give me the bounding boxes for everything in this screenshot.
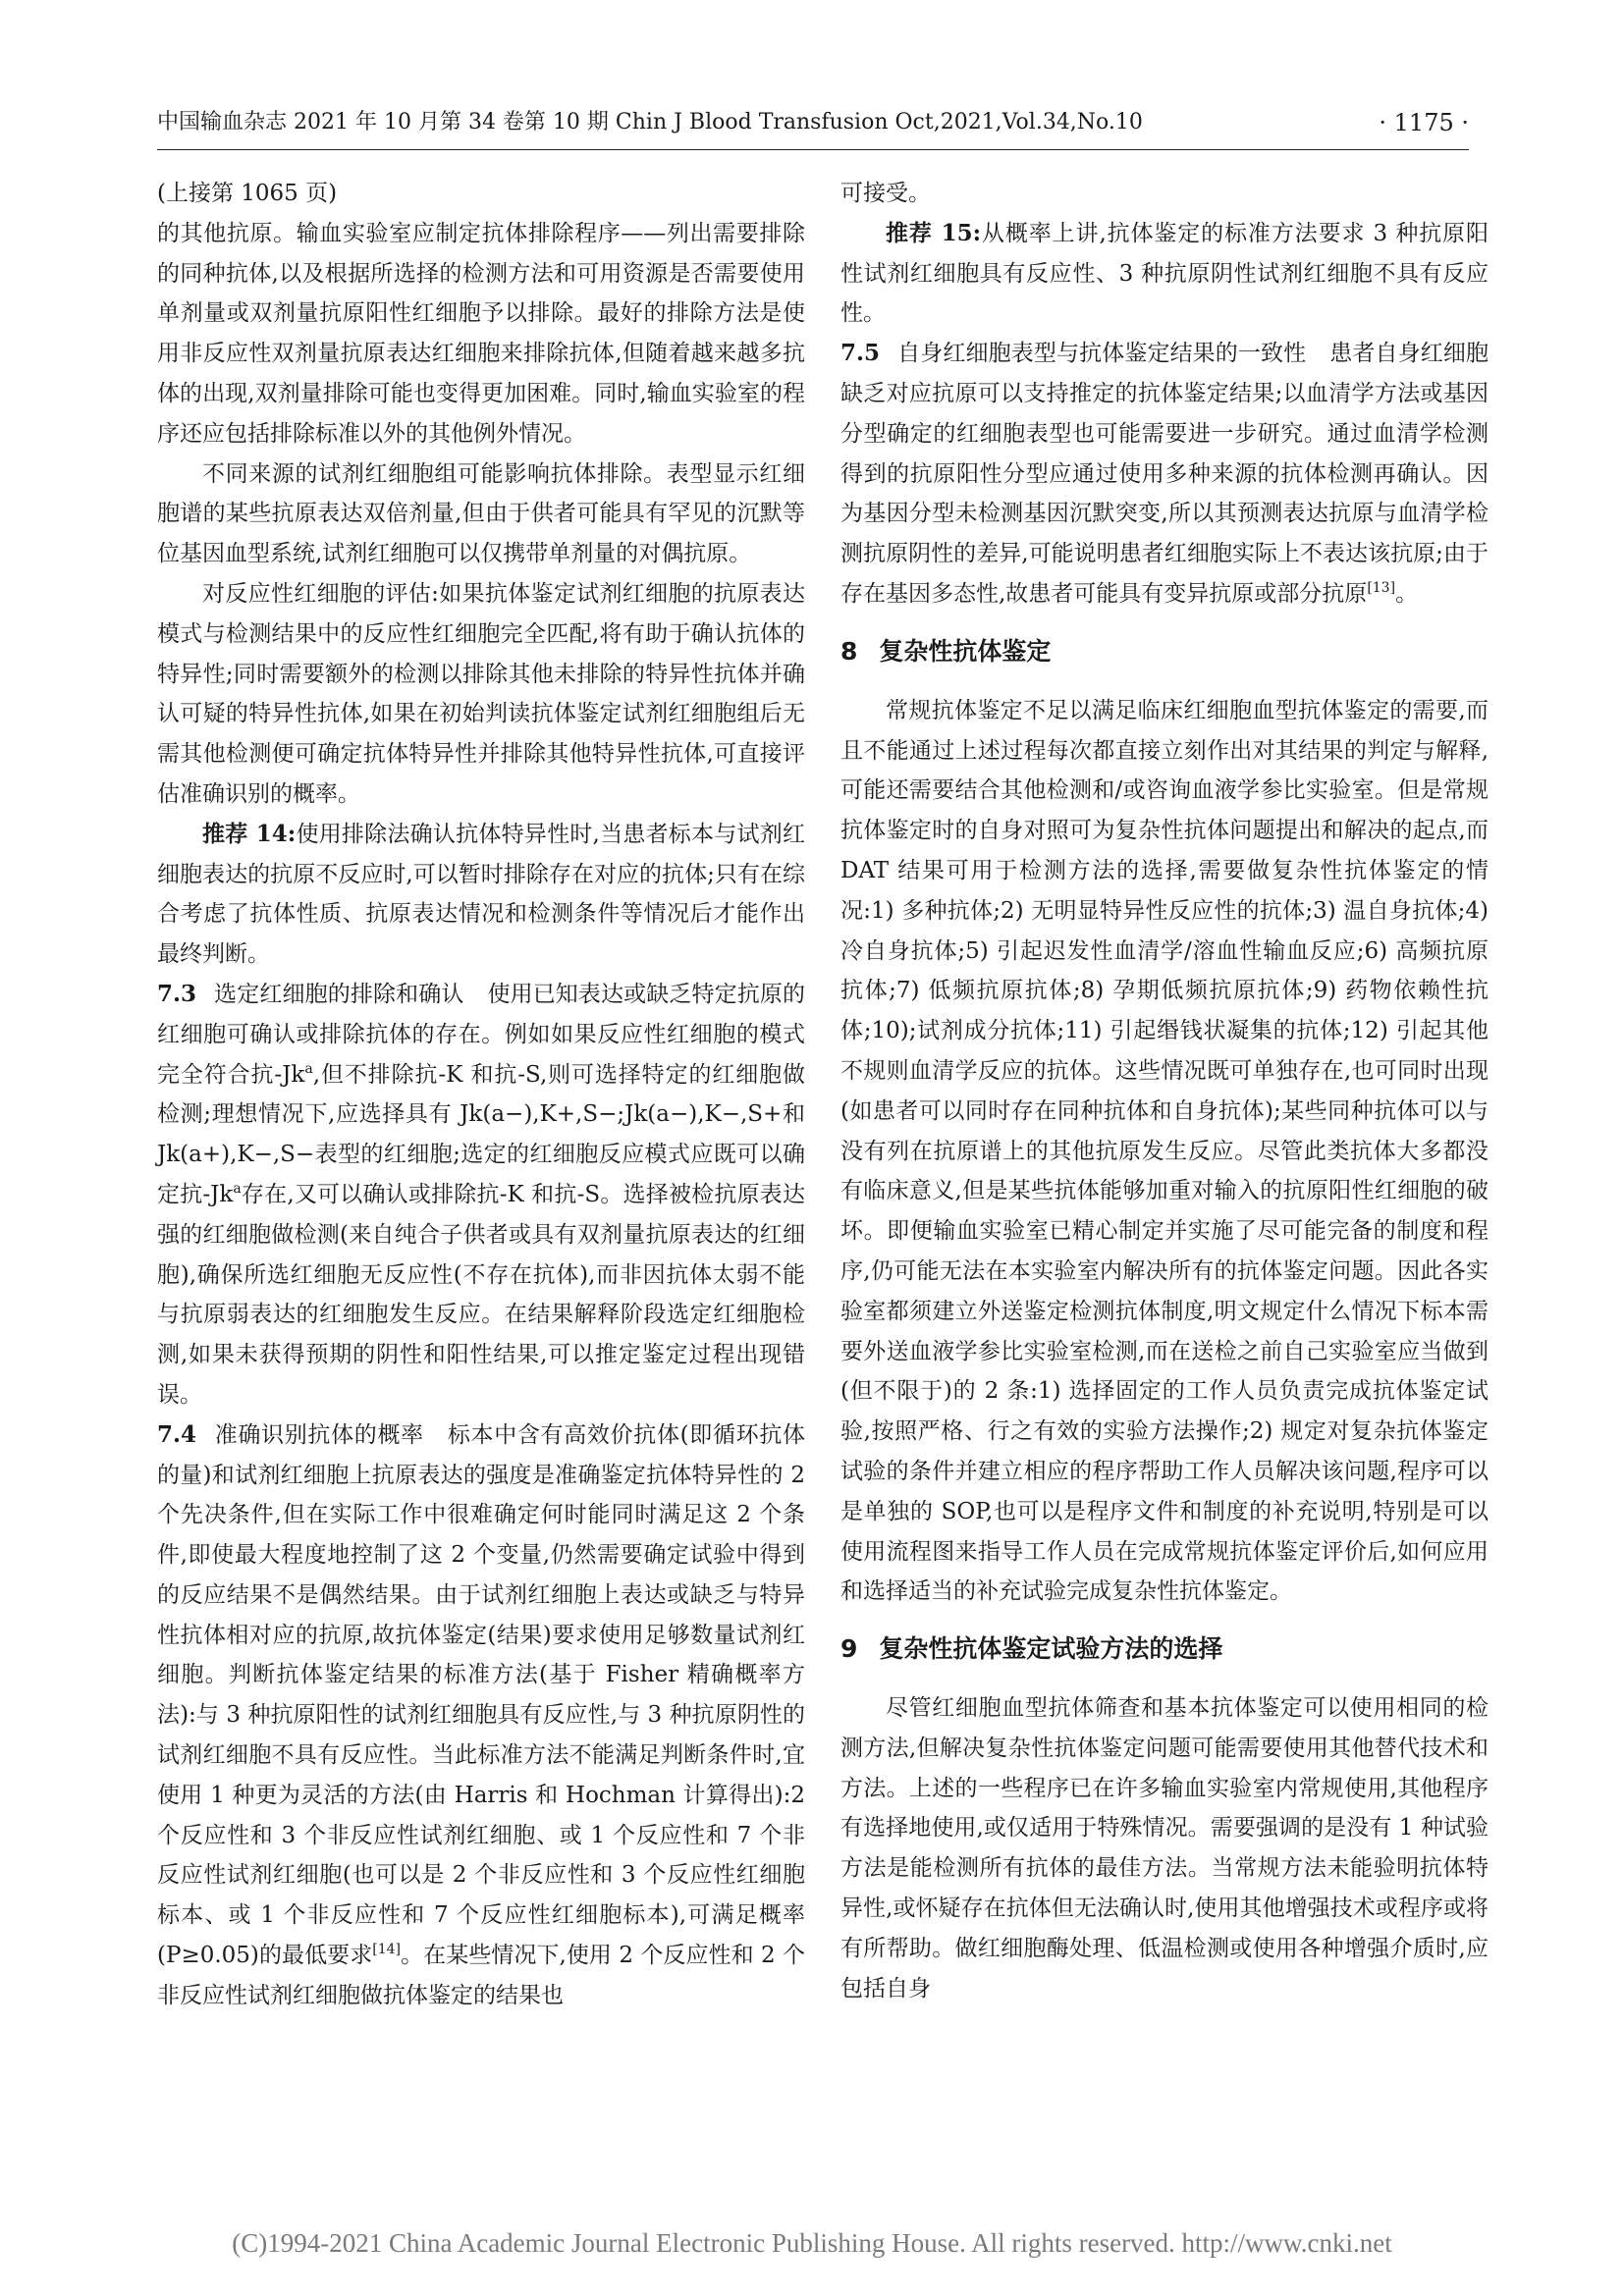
section-title: 自身红细胞表型与抗体鉴定结果的一致性 [897, 341, 1307, 367]
paragraph: 的其他抗原。输血实验室应制定抗体排除程序——列出需要排除的同种抗体,以及根据所选择的检测方法和可用资源是否需要使用单剂量或双剂量抗原阳性红细胞予以排除。最好的排除方法是使用非反应性双剂量抗原表达红细胞来排除抗体,但随着越来越多抗体的出现,双剂量排除可能也变得更加困难。同时,输血实验室的程序还应包括排除标准以外的其他例外情况。 [157, 220, 805, 447]
section-title: 复杂性抗体鉴定 [879, 636, 1052, 666]
section-number: 7.3 [157, 980, 197, 1007]
journal-citation: 中国输血杂志 2021 年 10 月第 34 卷第 10 期 Chin J Blood Transfusion Oct,2021,Vol.34,No.10 [157, 110, 1143, 134]
section-7-4 [157, 1415, 805, 2016]
paragraph: 可接受。 [840, 181, 931, 206]
copyright-footer: (C)1994-2021 China Academic Journal Electronic Publishing House. All rights reserved. http://www.cnki.net [232, 2228, 1392, 2258]
recommendation-text: 从概率上讲,抗体鉴定的标准方法要求 3 种抗原阳性试剂红细胞具有反应性、3 种抗原阴性试剂红细胞不具有反应性。 [840, 220, 1489, 327]
section-text: ,但不排除抗-K 和抗-S,则可选择特定的红细胞做检测;理想情况下,应选择具有 Jk(a−),K+,S−;Jk(a−),K−,S+和 Jk(a+),K−,S−表型的红细胞;选定的红细胞反应模式应既可以确定抗-Jk [157, 1061, 805, 1207]
paragraph: 不同来源的试剂红细胞组可能影响抗体排除。表型显示红细胞谱的某些抗原表达双倍剂量,但由于供者可能具有罕见的沉默等位基因血型系统,试剂红细胞可以仅携带单剂量的对偶抗原。 [157, 460, 805, 567]
continued-note: (上接第 1065 页) [157, 181, 338, 206]
recommendation-label: 推荐 15: [886, 219, 982, 246]
recommendation-15 [840, 214, 1489, 334]
running-header [157, 103, 1469, 142]
superscript: a [304, 1060, 313, 1077]
section-number: 8 [840, 636, 858, 666]
page-number: · 1175 · [1379, 109, 1469, 136]
left-column [157, 174, 805, 2016]
section-number: 7.5 [840, 340, 881, 367]
recommendation-text: 使用排除法确认抗体特异性时,当患者标本与试剂红细胞表达的抗原不反应时,可以暂时排除存在对应的抗体;只有在综合考虑了抗体性质、抗原表达情况和检测条件等情况后才能作出最终判断。 [157, 821, 805, 968]
section-text: 存在,又可以确认或排除抗-K 和抗-S。选择被检抗原表达强的红细胞做检测(来自纯合子供者或具有双剂量抗原表达的红细胞),确保所选红细胞无反应性(不存在抗体),而非因抗体太弱不能与抗原弱表达的红细胞发生反应。在结果解释阶段选定红细胞检测,如果未获得预期的阴性和阳性结果,可以推定鉴定过程出现错误。 [157, 1181, 805, 1408]
section-title: 准确识别抗体的概率 [214, 1421, 424, 1448]
paragraph: 对反应性红细胞的评估:如果抗体鉴定试剂红细胞的抗原表达模式与检测结果中的反应性红细胞完全匹配,将有助于确认抗体的特异性;同时需要额外的检测以排除其他未排除的特异性抗体并确认可疑的特异性抗体,如果在初始判读抗体鉴定试剂红细胞组后无需其他检测便可确定抗体特异性并排除其他特异性抗体,可直接评估准确识别的概率。 [157, 580, 805, 807]
paragraph: 常规抗体鉴定不足以满足临床红细胞血型抗体鉴定的需要,而且不能通过上述过程每次都直接立刻作出对其结果的判定与解释,可能还需要结合其他检测和/或咨询血液学参比实验室。但是常规抗体鉴定时的自身对照可为复杂性抗体问题提出和解决的起点,而 DAT 结果可用于检测方法的选择,需要做复杂性抗体鉴定的情况:1) 多种抗体;2) 无明显特异性反应性的抗体;3) 温自身抗体;4) 冷自身抗体;5) 引起迟发性血清学/溶血性输血反应;6) 高频抗原抗体;7) 低频抗原抗体;8) 孕期低频抗原抗体;9) 药物依赖性抗体;10);试剂成分抗体;11) 引起缗钱状凝集的抗体;12) 引起其他不规则血清学反应的抗体。这些情况既可单独存在,也可同时出现(如患者可以同时存在同种抗体和自身抗体);某些同种抗体可以与没有列在抗原谱上的其他抗原发生反应。尽管此类抗体大多都没有临床意义,但是某些抗体能够加重对输入的抗原阳性红细胞的破坏。即便输血实验室已精心制定并实施了尽可能完备的制度和程序,仍可能无法在本实验室内解决所有的抗体鉴定问题。因此各实验室都须建立外送鉴定检测抗体制度,明文规定什么情况下标本需要外送血液学参比实验室检测,而在送检之前自己实验室应当做到(但不限于)的 2 条:1) 选择固定的工作人员负责完成抗体鉴定试验,按照严格、行之有效的实验方法操作;2) 规定对复杂抗体鉴定试验的条件并建立相应的程序帮助工作人员解决该问题,程序可以是单独的 SOP,也可以是程序文件和制度的补充说明,特别是可以使用流程图来指导工作人员在完成常规抗体鉴定评价后,如何应用和选择适当的补充试验完成复杂性抗体鉴定。 [840, 697, 1489, 1605]
section-number: 7.4 [157, 1420, 197, 1448]
section-7-3 [157, 975, 805, 1415]
section-number: 9 [840, 1634, 858, 1664]
section-text: 标本中含有高效价抗体(即循环抗体的量)和试剂红细胞上抗原表达的强度是准确鉴定抗体特异性的 2 个先决条件,但在实际工作中很难确定何时能同时满足这 2 个条件,即使最大程度地控制了这 2 个变量,仍然需要确定试验中得到的反应结果不是偶然结果。由于试剂红细胞上表达或缺乏与特异性抗体相对应的抗原,故抗体鉴定(结果)要求使用足够数量试剂红细胞。判断抗体鉴定结果的标准方法(基于 Fisher 精确概率方法):与 3 种抗原阳性的试剂红细胞具有反应性,与 3 种抗原阴性的试剂红细胞不具有反应性。当此标准方法不能满足判断条件时,宜使用 1 种更为灵活的方法(由 Harris 和 Hochman 计算得出):2 个反应性和 3 个非反应性试剂红细胞、或 1 个反应性和 7 个非反应性试剂红细胞(也可以是 2 个非反应性和 3 个反应性红细胞标本、或 1 个非反应性和 7 个反应性红细胞标本),可满足概率(P≥0.05)的最低要求 [157, 1421, 806, 1969]
citation-ref[interactable]: [14] [372, 1942, 402, 1958]
section-text: 。 [1395, 580, 1419, 607]
paragraph: 尽管红细胞血型抗体筛查和基本抗体鉴定可以使用相同的检测方法,但解决复杂性抗体鉴定问题可能需要使用其他替代技术和方法。上述的一些程序已在许多输血实验室内常规使用,其他程序有选择地使用,或仅适用于特殊情况。需要强调的是没有 1 种试验方法是能检测所有抗体的最佳方法。当常规方法未能验明抗体特异性,或怀疑存在抗体但无法确认时,使用其他增强技术或程序或将有所帮助。做红细胞酶处理、低温检测或使用各种增强介质时,应包括自身 [840, 1695, 1489, 2002]
superscript: a [233, 1180, 242, 1197]
section-text: 患者自身红细胞缺乏对应抗原可以支持推定的抗体鉴定结果;以血清学方法或基因分型确定的红细胞表型也可能需要进一步研究。通过血清学检测得到的抗原阳性分型应通过使用多种来源的抗体检测再确认。因为基因分型未检测基因沉默突变,所以其预测表达抗原与血清学检测抗原阴性的差异,可能说明患者红细胞实际上不表达该抗原;由于存在基因多态性,故患者可能具有变异抗原或部分抗原 [840, 341, 1489, 607]
section-title: 复杂性抗体鉴定试验方法的选择 [879, 1634, 1223, 1664]
recommendation-14 [157, 815, 805, 975]
header-rule [157, 149, 1469, 150]
recommendation-label: 推荐 14: [202, 820, 297, 847]
section-9-heading [840, 1629, 1489, 1669]
section-title: 选定红细胞的排除和确认 [214, 981, 464, 1007]
citation-ref[interactable]: [13] [1367, 579, 1396, 596]
right-column [840, 174, 1489, 2008]
section-8-heading [840, 632, 1489, 671]
section-text: 使用已知表达或缺乏特定抗原的红细胞可确认或排除抗体的存在。例如如果反应性红细胞的模式完全符合抗-Jk [157, 981, 806, 1088]
section-7-5 [840, 334, 1489, 614]
section-text: 。在某些情况下,使用 2 个反应性和 2 个非反应性试剂红细胞做抗体鉴定的结果也 [157, 1943, 806, 2008]
